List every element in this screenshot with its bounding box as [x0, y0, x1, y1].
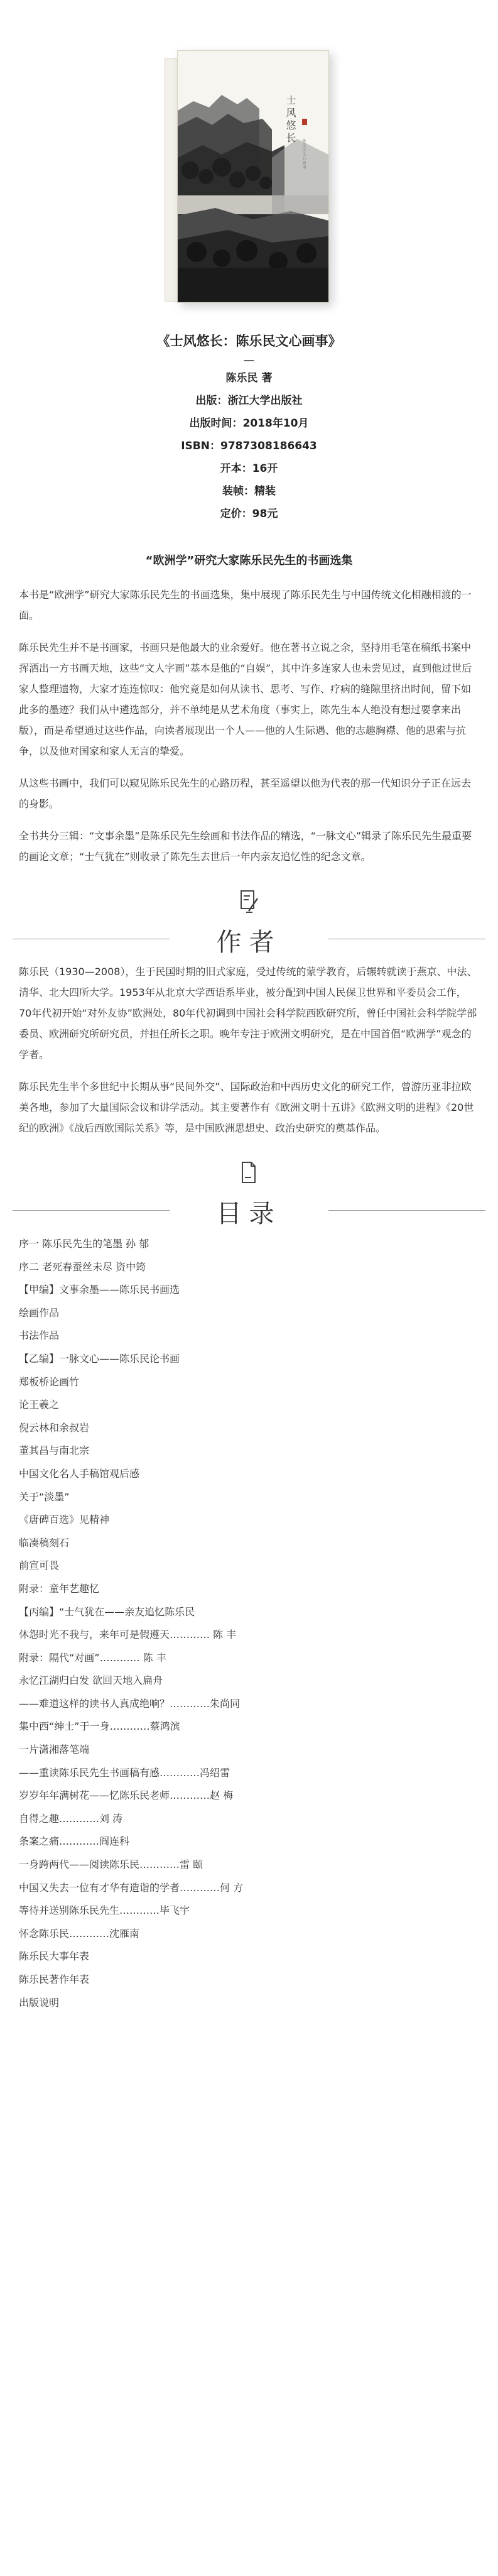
toc-item: 集中西“绅士”于一身…………蔡鸿滨	[19, 1720, 180, 1733]
toc-item: 等待并送别陈乐民先生…………毕飞宇	[19, 1904, 190, 1917]
toc-item: 岁岁年年满树花——忆陈乐民老师…………赵 梅	[19, 1789, 234, 1802]
book-price: 定价：98元	[220, 508, 278, 520]
book-publisher: 出版：浙江大学出版社	[195, 395, 303, 407]
title-dash: —	[243, 354, 255, 367]
cover-subtitle: 陈乐民文心画事	[301, 139, 306, 170]
divider-line-right	[328, 1210, 485, 1211]
author-paragraph: 陈乐民先生半个多世纪中长期从事“民间外交”、国际政治和中西历史文化的研究工作，曾游历亚非拉欧美各地，参加了大量国际会议和讲学活动。其主要著作有《欧洲文明十五讲》《欧洲文明的进程》《20世纪的欧洲》《战后西欧国际关系》等，是中国欧洲思想史、政治史研究的奠基作品。	[19, 1081, 474, 1134]
landscape-painting-icon	[178, 51, 328, 302]
toc-item: 【甲编】文事余墨——陈乐民书画选	[19, 1284, 180, 1296]
toc-item: 出版说明	[19, 1996, 60, 2009]
toc-item: 【丙编】“士气犹在——亲友追忆陈乐民	[19, 1605, 195, 1618]
cover-title: 士风悠长	[284, 95, 296, 145]
intro-paragraph: 陈乐民先生并不是书画家，书画只是他最大的业余爱好。他在著书立说之余，坚持用毛笔在稿纸书案中挥洒出一方书画天地，这些“文人字画”基本是他的“自娱”，其中许多连家人也未尝见过，直到他过世后家人整理遗物，大家才连连惊叹：他究竟是如何从读书、思考、写作、疗病的缝隙里挤出时间，留下如此多的墨迹？我们从中遴选部分，并不单纯是从艺术角度（事实上，陈先生本人绝没有想过要拿来出版），而是希望通过这些作品，向读者展现出一个人——他的人生际遇、他的志趣胸襟、他的思索与抗争，以及他对国家和家人无言的挚爱。	[19, 641, 472, 757]
author-paragraph: 陈乐民（1930—2008），生于民国时期的旧式家庭，受过传统的蒙学教育，后辗转就读于燕京、中法、清华、北大四所大学。1953年从北京大学西语系毕业，被分配到中国人民保卫世界和平委员会工作，70年代初开始“对外友协”欧洲处，80年代初调到中国社会科学院西欧研究所，曾任中国社会科学院学部委员、欧洲研究所研究员，并担任所长之职。晚年专注于欧洲文明研究，是在中国首倡“欧洲学”观念的学者。	[19, 966, 477, 1061]
toc-item: 书法作品	[19, 1329, 60, 1342]
book-cover-image	[0, 0, 498, 324]
book-info	[0, 331, 498, 525]
book-front-cover	[177, 50, 329, 303]
toc-item: 永忆江湖归白发 欲回天地入扁舟	[19, 1674, 163, 1687]
book-format: 开本：16开	[220, 462, 278, 475]
toc-item: 中国文化名人手稿馆观后感	[19, 1467, 140, 1480]
toc-item: 陈乐民著作年表	[19, 1973, 90, 1985]
toc-item: 条案之痛…………阎连科	[19, 1835, 130, 1848]
toc-item: 附录：隔代“对画”………… 陈 丰	[19, 1651, 166, 1664]
toc-item: 前宣可畏	[19, 1559, 60, 1572]
toc-item: 倪云林和余叔岩	[19, 1421, 90, 1434]
toc-section-header	[0, 1157, 498, 1233]
book-isbn: ISBN：9787308186643	[181, 440, 317, 452]
book-3d	[165, 50, 328, 302]
toc-item: ——难道这样的读书人真成绝响？…………朱尚同	[19, 1697, 241, 1710]
toc-item: 一身跨两代——阅读陈乐民…………雷 颐	[19, 1858, 203, 1871]
toc-item: 陈乐民大事年表	[19, 1950, 90, 1963]
toc-item: 关于“淡墨”	[19, 1490, 70, 1503]
book-title: 《士风悠长：陈乐民文心画事》	[156, 334, 342, 349]
author-section-title: 作者	[216, 928, 282, 957]
toc-item: 自得之趣…………刘 涛	[19, 1812, 123, 1825]
toc-item: ——重读陈乐民先生书画稿有感…………冯绍雷	[19, 1766, 230, 1779]
toc-list	[0, 1233, 498, 2014]
toc-item: 郑板桥论画竹	[19, 1375, 80, 1388]
intro-paragraph: 本书是“欧洲学”研究大家陈乐民先生的书画选集，集中展现了陈乐民先生与中国传统文化相融相渡的一面。	[19, 589, 472, 621]
toc-item: 怀念陈乐民…………沈雁南	[19, 1927, 140, 1940]
article-content	[0, 552, 498, 867]
intro-paragraph: 全书共分三辑：“文事余墨”是陈乐民先生绘画和书法作品的精选，“一脉文心”辑录了陈乐民先生最重要的画论文章；“士气犹在”则收录了陈先生去世后一年内亲友追忆性的纪念文章。	[19, 830, 472, 863]
toc-section-title: 目录	[216, 1199, 282, 1228]
cover-seal	[302, 119, 307, 125]
toc-item: 临凑稿刻石	[19, 1536, 70, 1549]
book-date: 出版时间：2018年10月	[189, 417, 309, 430]
toc-item: 《唐碑百选》见精神	[19, 1514, 110, 1526]
toc-item: 董其昌与南北宗	[19, 1444, 90, 1457]
author-content	[0, 961, 498, 1138]
toc-item: 序二 老死春蚕丝未尽 资中筠	[19, 1260, 146, 1273]
book-binding: 装帧：精装	[222, 485, 276, 498]
document-icon	[234, 1157, 264, 1187]
toc-item: 论王羲之	[19, 1399, 60, 1411]
toc-item: 附录：童年艺趣忆	[19, 1582, 100, 1595]
author-section-header	[0, 886, 498, 961]
intro-subhead: “欧洲学”研究大家陈乐民先生的书画选集	[145, 554, 353, 567]
toc-item: 一片潇湘落笔端	[19, 1744, 90, 1756]
toc-item: 【乙编】一脉文心——陈乐民论书画	[19, 1352, 180, 1365]
toc-item: 序一 陈乐民先生的笔墨 孙 郁	[19, 1238, 149, 1250]
intro-paragraph: 从这些书画中，我们可以窥见陈乐民先生的心路历程，甚至遥望以他为代表的那一代知识分子正在远去的身影。	[19, 777, 472, 810]
toc-item: 休怨时光不我与，来年可是假遵天………… 陈 丰	[19, 1629, 237, 1641]
toc-item: 中国又失去一位有才华有造诣的学者…………何 方	[19, 1881, 244, 1894]
author-writing-icon	[234, 886, 264, 916]
toc-item: 绘画作品	[19, 1306, 60, 1319]
book-author: 陈乐民 著	[225, 372, 273, 385]
